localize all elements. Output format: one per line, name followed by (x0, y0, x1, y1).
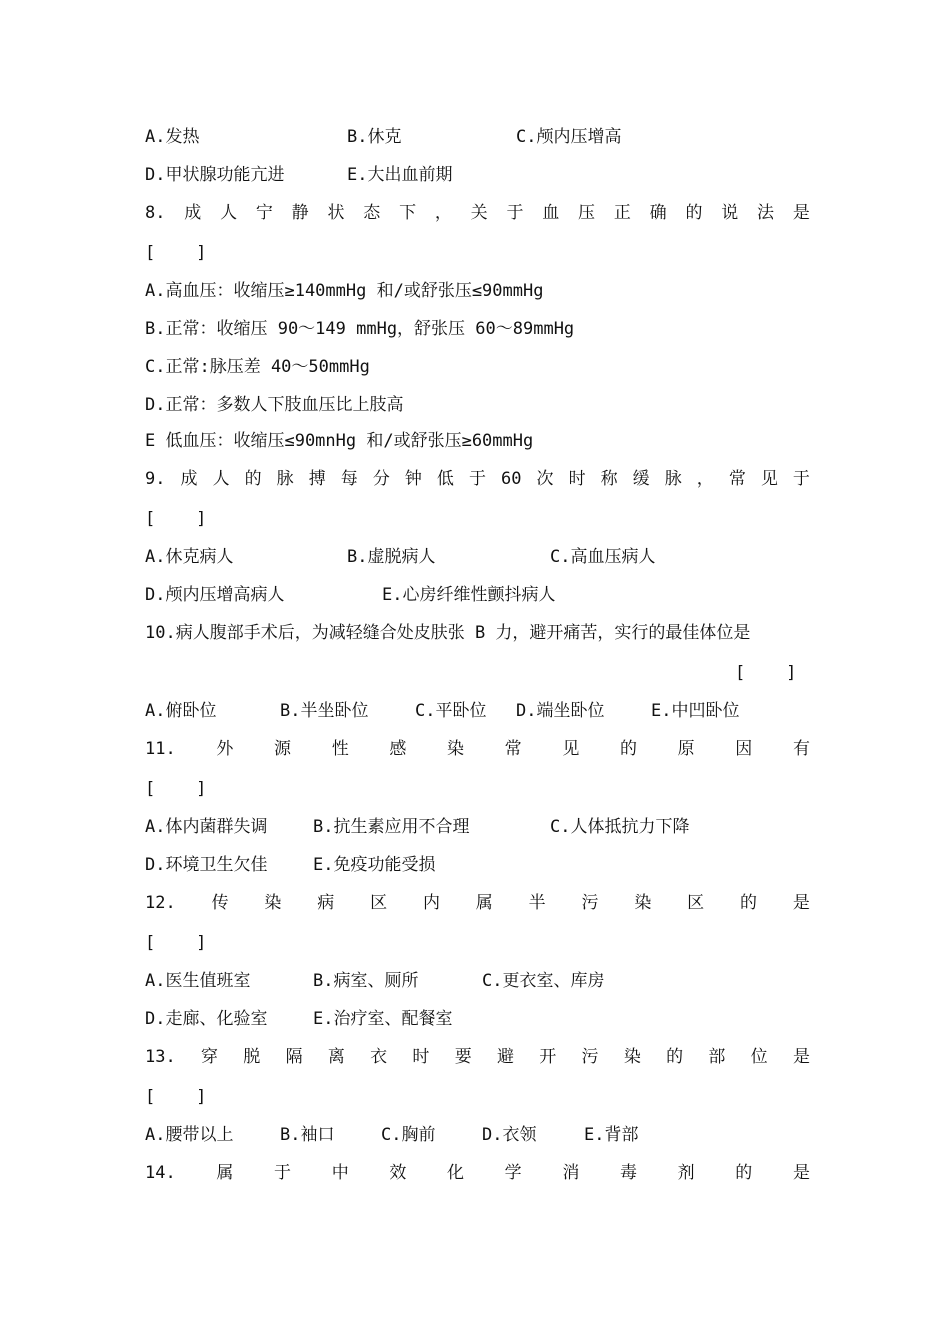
question-char: 说 (721, 203, 739, 223)
q9-option-e: E.心房纤维性颤抖病人 (382, 585, 556, 605)
question-char: 病 (317, 893, 335, 913)
q7-option-c: C.颅内压增高 (516, 127, 622, 147)
q11-option-e: E.免疫功能受损 (313, 855, 436, 875)
question-char: 效 (389, 1163, 407, 1183)
question-char: 确 (649, 203, 667, 223)
question-char: 法 (757, 203, 775, 223)
question-char: 染 (447, 739, 464, 759)
question-char: 关 (470, 203, 488, 223)
question-char: 常 (504, 739, 522, 759)
question-char: 次 (536, 469, 554, 489)
question-char: 属 (216, 1163, 234, 1183)
q7-options-row-2 (145, 162, 810, 188)
question-char: 外 (216, 739, 234, 759)
q11-options-row-1 (145, 814, 810, 840)
question-char: 人 (212, 469, 230, 489)
question-char: 避 (496, 1047, 514, 1067)
question-char: 要 (454, 1047, 472, 1067)
question-char: 常 (728, 469, 746, 489)
question-char: 态 (363, 203, 381, 223)
question-char: 穿 (201, 1047, 218, 1067)
question-char: 60 (501, 469, 522, 489)
question-char: 11. (145, 739, 176, 759)
question-char: 人 (220, 203, 238, 223)
question-char: 部 (708, 1047, 726, 1067)
question-char: 成 (184, 203, 202, 223)
q8-answer-bracket: [ ] (145, 243, 207, 263)
question-char: 污 (581, 1047, 599, 1067)
question-char: 搏 (308, 469, 326, 489)
question-char: 的 (619, 739, 637, 759)
question-char: 染 (623, 1047, 641, 1067)
question-char: 是 (792, 1047, 810, 1067)
q9-option-a: A.休克病人 (145, 547, 234, 567)
q9-question (145, 466, 810, 492)
q13-option-b: B.袖口 (280, 1125, 335, 1145)
question-char: 宁 (255, 203, 273, 223)
question-char: 衣 (370, 1047, 388, 1067)
q8-question (145, 200, 810, 226)
question-char: ， (434, 203, 452, 223)
q8-option-e: E 低血压：收缩压≤90mnHg 和/或舒张压≥60mmHg (145, 431, 534, 451)
q14-question (145, 1160, 810, 1186)
q13-option-a: A.腰带以上 (145, 1125, 234, 1145)
q12-options-row-1 (145, 968, 810, 994)
q9-option-b: B.虚脱病人 (347, 547, 436, 567)
q11-answer-bracket: [ ] (145, 779, 207, 799)
question-char: 于 (506, 203, 524, 223)
q8-option-d: D.正常：多数人下肢血压比上肢高 (145, 395, 404, 415)
q8-option-a: A.高血压：收缩压≥140mmHg 和/或舒张压≤90mmHg (145, 281, 544, 301)
q13-question (145, 1044, 810, 1070)
question-char: 正 (613, 203, 631, 223)
q10-option-c: C.平卧位 (415, 701, 487, 721)
question-char: 压 (578, 203, 596, 223)
question-char: 性 (331, 739, 349, 759)
q10-option-a: A.俯卧位 (145, 701, 217, 721)
q12-question (145, 890, 810, 916)
question-char: ， (696, 469, 714, 489)
q12-option-b: B.病室、厕所 (313, 971, 419, 991)
question-char: 的 (666, 1047, 684, 1067)
question-char: 的 (685, 203, 703, 223)
q12-option-e: E.治疗室、配餐室 (313, 1009, 453, 1029)
question-char: 是 (792, 1163, 810, 1183)
q11-options-row-2 (145, 852, 810, 878)
q10-option-b: B.半坐卧位 (280, 701, 369, 721)
question-char: 传 (211, 893, 229, 913)
q12-option-d: D.走廊、化验室 (145, 1009, 268, 1029)
q13-options-row (145, 1122, 810, 1148)
q12-option-a: A.医生值班室 (145, 971, 251, 991)
q7-option-a: A.发热 (145, 127, 200, 147)
question-char: 于 (792, 469, 810, 489)
question-char: 钟 (404, 469, 422, 489)
question-char: 有 (792, 739, 810, 759)
question-char: 感 (389, 739, 407, 759)
q10-option-d: D.端坐卧位 (516, 701, 605, 721)
q9-option-d: D.颅内压增高病人 (145, 585, 285, 605)
q7-option-d: D.甲状腺功能亢进 (145, 165, 285, 185)
question-char: 13. (145, 1047, 176, 1067)
question-char: 的 (735, 1163, 753, 1183)
q11-option-a: A.体内菌群失调 (145, 817, 268, 837)
question-char: 剂 (677, 1163, 695, 1183)
question-char: 脱 (243, 1047, 261, 1067)
q9-answer-bracket: [ ] (145, 509, 207, 529)
q10-answer-bracket: [ ] (735, 663, 797, 683)
q7-option-b: B.休克 (347, 127, 402, 147)
q11-option-c: C.人体抵抗力下降 (550, 817, 690, 837)
question-char: 时 (568, 469, 586, 489)
q13-answer-bracket: [ ] (145, 1087, 207, 1107)
q7-options-row-1 (145, 124, 810, 150)
question-char: 状 (327, 203, 345, 223)
question-char: 脉 (276, 469, 294, 489)
question-char: 半 (528, 893, 546, 913)
question-char: 学 (504, 1163, 522, 1183)
question-char: 静 (291, 203, 309, 223)
question-char: 开 (539, 1047, 557, 1067)
q7-option-e: E.大出血前期 (347, 165, 453, 185)
question-char: 9. (145, 469, 166, 489)
q12-answer-bracket: [ ] (145, 933, 207, 953)
question-char: 染 (634, 893, 652, 913)
question-char: 的 (740, 893, 757, 913)
question-char: 见 (760, 469, 778, 489)
question-char: 脉 (664, 469, 682, 489)
question-char: 污 (581, 893, 599, 913)
q12-option-c: C.更衣室、库房 (482, 971, 605, 991)
question-char: 每 (340, 469, 358, 489)
question-char: 因 (735, 739, 753, 759)
question-char: 12. (145, 893, 176, 913)
q9-options-row-1 (145, 544, 810, 570)
question-char: 消 (562, 1163, 580, 1183)
q13-option-e: E.背部 (584, 1125, 639, 1145)
question-char: 离 (327, 1047, 345, 1067)
question-char: 区 (370, 893, 388, 913)
question-char: 于 (274, 1163, 292, 1183)
question-char: 称 (600, 469, 618, 489)
q10-options-row (145, 698, 810, 724)
question-char: 是 (792, 203, 810, 223)
question-char: 毒 (619, 1163, 637, 1183)
question-char: 隔 (285, 1047, 303, 1067)
question-char: 下 (399, 203, 417, 223)
question-char: 原 (677, 739, 695, 759)
q13-option-d: D.衣领 (482, 1125, 537, 1145)
q10-question: 10.病人腹部手术后，为减轻缝合处皮肤张 B 力，避开痛苦，实行的最佳体位是 (145, 623, 751, 643)
question-char: 源 (274, 739, 292, 759)
question-char: 血 (542, 203, 560, 223)
question-char: 8. (145, 203, 166, 223)
q8-option-b: B.正常：收缩压 90～149 mmHg，舒张压 60～89mmHg (145, 319, 575, 339)
q9-option-c: C.高血压病人 (550, 547, 656, 567)
question-char: 低 (436, 469, 454, 489)
question-char: 是 (792, 893, 810, 913)
q11-option-d: D.环境卫生欠佳 (145, 855, 268, 875)
question-char: 于 (468, 469, 486, 489)
q10-option-e: E.中凹卧位 (651, 701, 740, 721)
question-char: 中 (331, 1163, 349, 1183)
q12-options-row-2 (145, 1006, 810, 1032)
q13-option-c: C.胸前 (381, 1125, 436, 1145)
question-char: 化 (447, 1163, 464, 1183)
question-char: 属 (475, 893, 493, 913)
q8-option-c: C.正常:脉压差 40～50mmHg (145, 357, 370, 377)
question-char: 内 (422, 893, 440, 913)
q9-options-row-2 (145, 582, 810, 608)
q11-question (145, 736, 810, 762)
question-char: 见 (562, 739, 580, 759)
question-char: 成 (180, 469, 198, 489)
question-char: 区 (687, 893, 705, 913)
question-char: 的 (244, 469, 262, 489)
question-char: 14. (145, 1163, 176, 1183)
question-char: 位 (750, 1047, 768, 1067)
question-char: 染 (264, 893, 282, 913)
q11-option-b: B.抗生素应用不合理 (313, 817, 470, 837)
question-char: 时 (412, 1047, 430, 1067)
question-char: 分 (372, 469, 390, 489)
question-char: 缓 (632, 469, 650, 489)
